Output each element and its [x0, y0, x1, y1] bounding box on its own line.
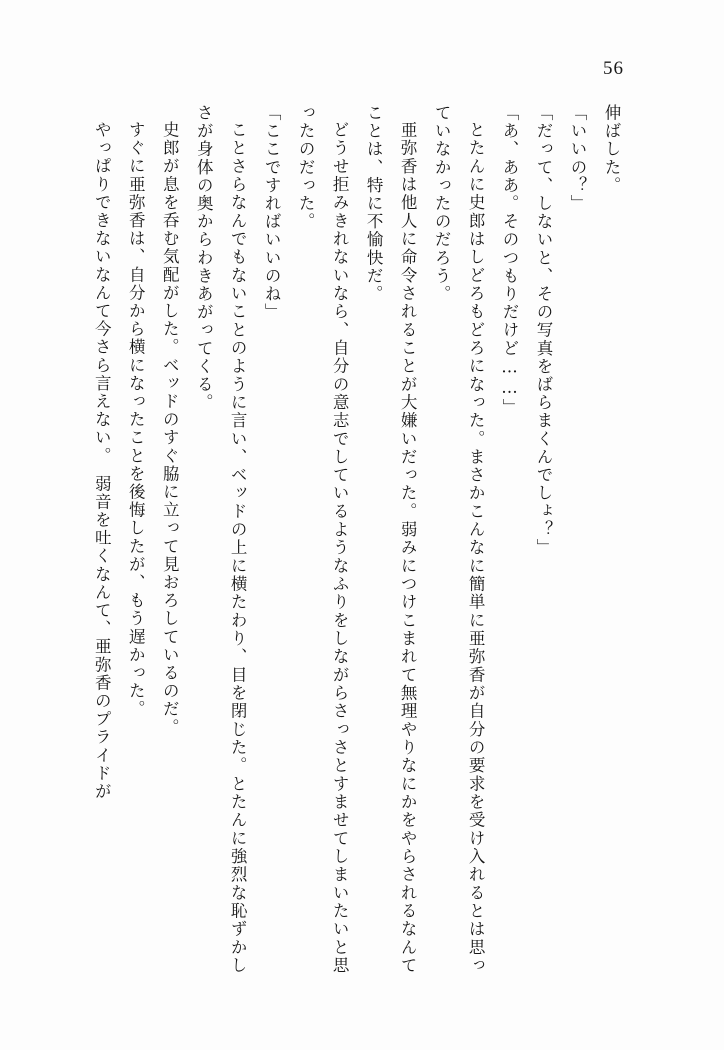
paragraph: 「いいの？」 — [568, 104, 588, 213]
paragraph: 「ここですればいいのね」 — [262, 104, 282, 322]
page-number: 56 — [603, 58, 624, 79]
paragraph: やっぱりできないなんて今さら言えない。 弱音を吐くなんて、亜弥香のプライドが — [92, 120, 112, 801]
paragraph: すぐに亜弥香は、自分から横になったことを後悔したが、もう遅かった。 — [126, 120, 146, 718]
paragraph: とたんに史郎はしどろもどろになった。まさかこんなに簡単に亜弥香が自分の要求を受け入れるとは思っていなかったのだろう。 — [432, 104, 486, 974]
paragraph: 「だって、しないと、その写真をばらまくんでしょ？」 — [534, 104, 554, 557]
page-text-body — [80, 104, 628, 974]
paragraph: 「あ、ああ。そのつもりだけど……」 — [500, 104, 520, 417]
paragraph: ことさらなんでもないことのように言い、ベッドの上に横たわり、目を閉じた。とたんに強烈な恥ずかしさが身体の奥からわきあがってくる。 — [194, 104, 248, 974]
paragraph: 史郎が息を呑む気配がした。ベッドのすぐ脇に立って見おろしているのだ。 — [160, 120, 180, 736]
paragraph: 亜弥香は他人に命令されることが大嫌いだった。弱みにつけこまれて無理やりなにかをやらされるなんてことは、特に不愉快だ。 — [364, 104, 418, 974]
paragraph: どうせ拒みきれないなら、自分の意志でしているようなふりをしながらさっさとすませてしまいたいと思ったのだった。 — [296, 104, 350, 974]
paragraph: 伸ばした。 — [602, 104, 621, 195]
